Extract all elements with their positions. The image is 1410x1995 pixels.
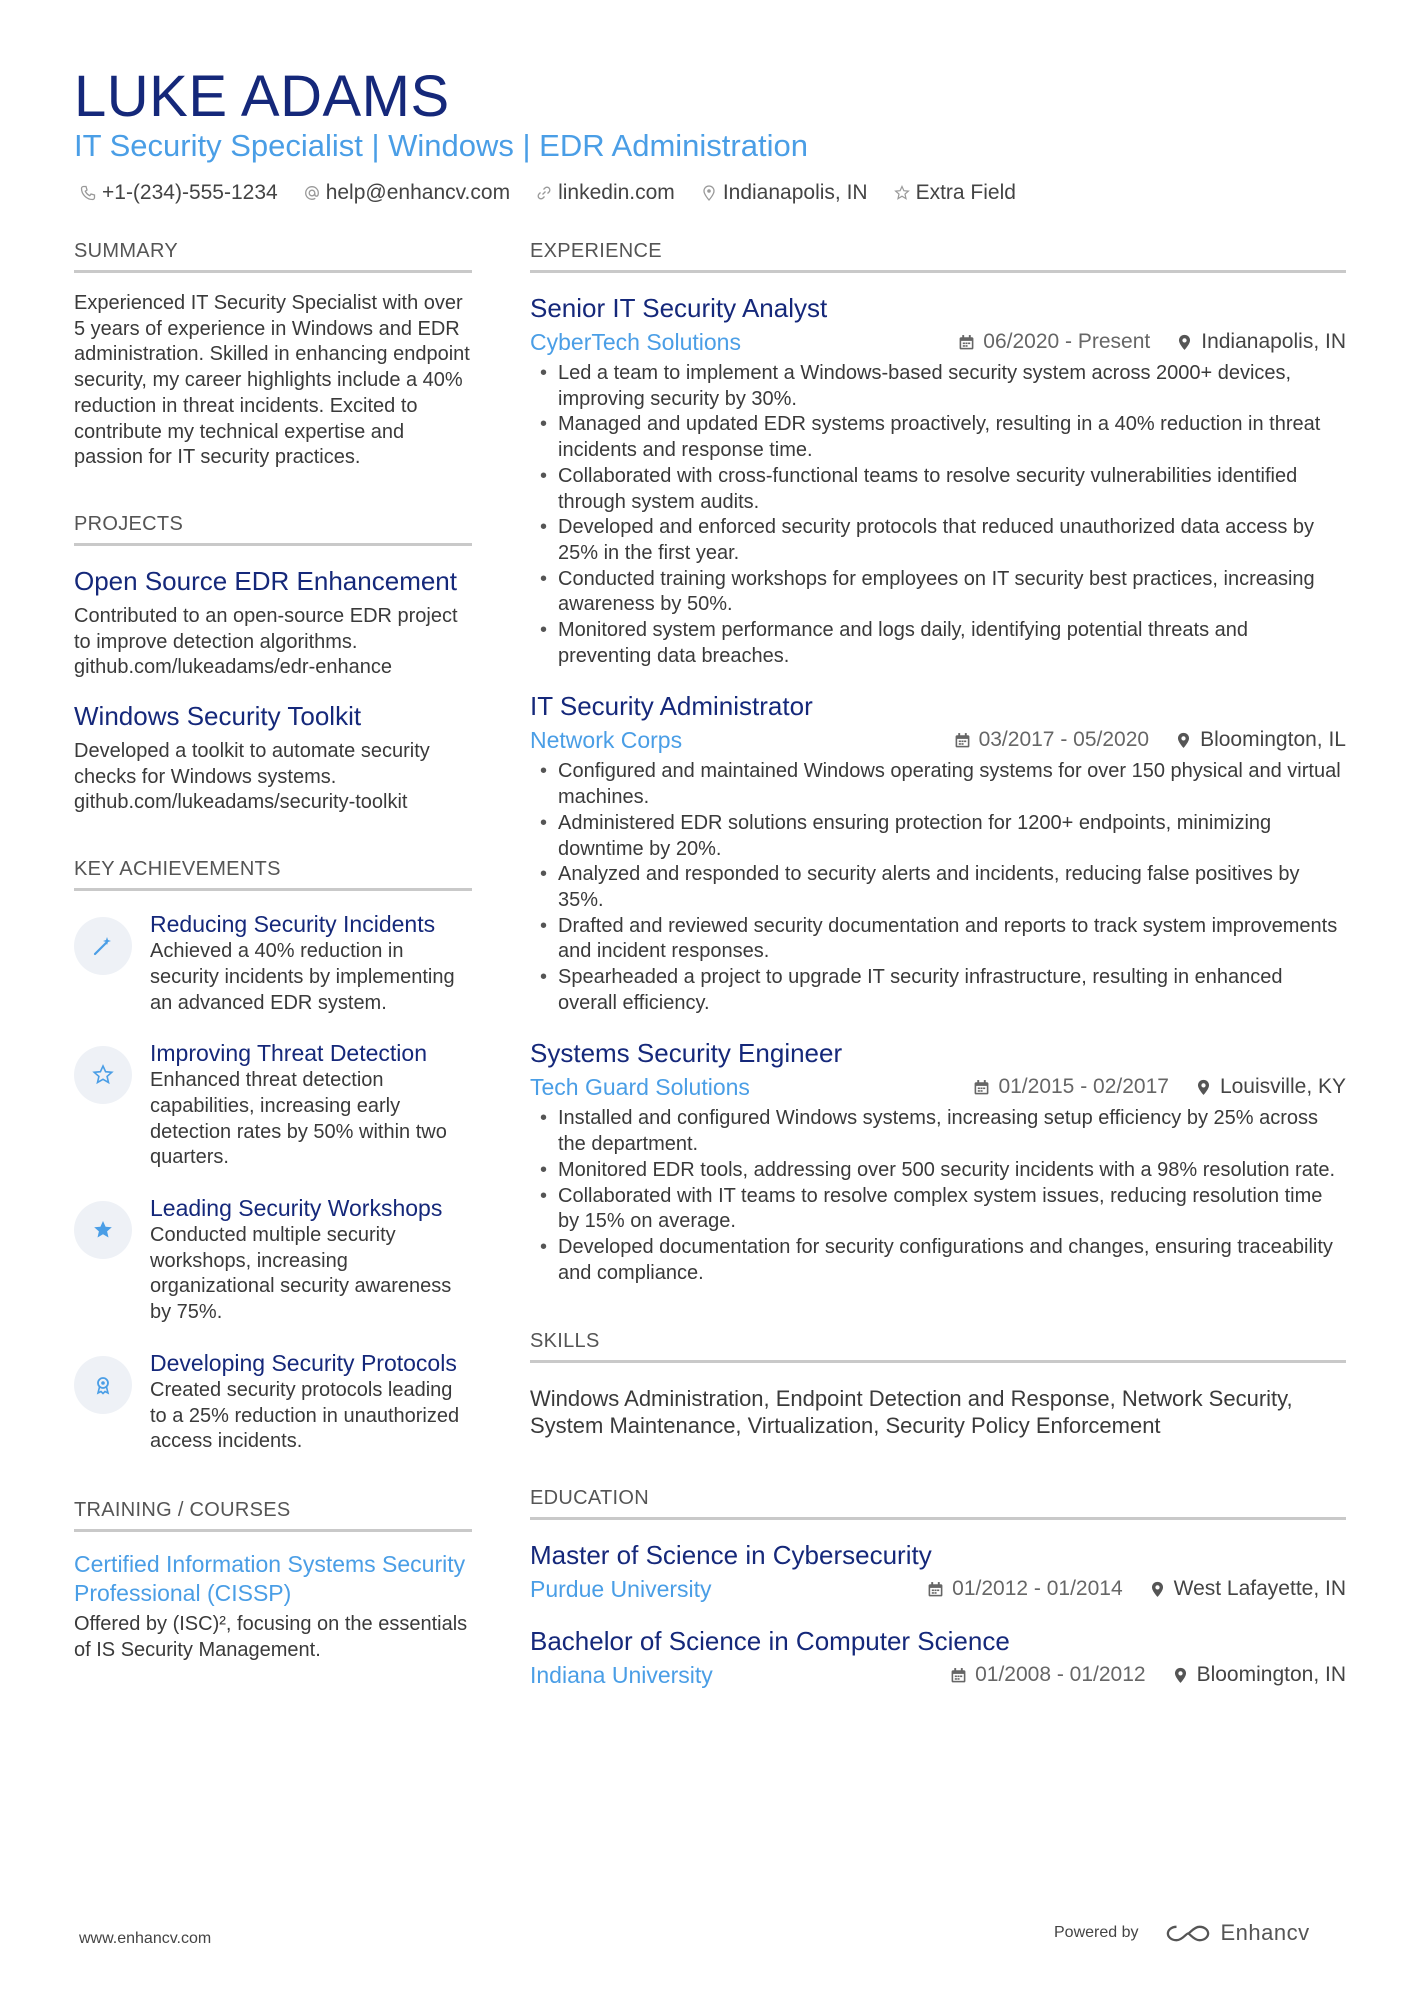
- right-column: [530, 238, 1346, 1690]
- job-bullet: • Analyzed and responded to security alerts and incidents, reducing false positives by 35%.: [530, 862, 1346, 913]
- location-icon: [1195, 1079, 1212, 1096]
- job-bullet: • Collaborated with IT teams to resolve complex system issues, reducing resolution time by 15% on average.: [530, 1184, 1346, 1235]
- achievement-icon-wrap: [74, 1356, 132, 1414]
- course-title: Certified Information Systems Security Professional (CISSP): [74, 1550, 466, 1606]
- project-desc: Developed a toolkit to automate security checks for Windows systems. github.com/lukeadams/security-toolkit: [74, 740, 430, 814]
- achievement-icon-wrap: [74, 1046, 132, 1104]
- education-school: Purdue University: [530, 1576, 712, 1603]
- job-location: [1175, 728, 1346, 752]
- calendar-icon: [973, 1079, 990, 1096]
- job-location-text: Louisville, KY: [1219, 1075, 1346, 1099]
- education-section: [530, 1485, 1346, 1690]
- achievement-desc: Conducted multiple security workshops, increasing organizational security awareness by 75%.: [150, 1224, 452, 1324]
- project-title: Open Source EDR Enhancement: [74, 565, 457, 596]
- experience-heading: EXPERIENCE: [530, 238, 1346, 273]
- contact-extra: [894, 178, 1016, 208]
- footer-website[interactable]: www.enhancv.com: [79, 1930, 212, 1947]
- achievement-desc: Created security protocols leading to a 25% reduction in unauthorized access incidents.: [150, 1378, 460, 1453]
- candidate-headline: IT Security Specialist | Windows | EDR Administration: [74, 128, 808, 163]
- job-bullet: • Developed documentation for security configurations and changes, ensuring traceability and compliance.: [530, 1235, 1346, 1286]
- education-entry: [530, 1538, 1346, 1604]
- job-bullets: [530, 1106, 1346, 1286]
- job-bullet: • Configured and maintained Windows operating systems for over 150 physical and virtual machines.: [530, 759, 1346, 810]
- education-heading: EDUCATION: [530, 1485, 1346, 1520]
- contact-email[interactable]: [304, 178, 510, 208]
- job-company: Tech Guard Solutions: [530, 1074, 750, 1101]
- contact-location-text: Indianapolis, IN: [722, 181, 868, 204]
- location-icon: [701, 185, 717, 201]
- job-dates: [973, 1075, 1168, 1099]
- course-desc: Offered by (ISC)², focusing on the essentials of IS Security Management.: [74, 1612, 468, 1661]
- job-bullet: • Spearheaded a project to upgrade IT security infrastructure, resulting in enhanced overall efficiency.: [530, 965, 1346, 1016]
- location-icon: [1175, 732, 1192, 749]
- job-bullets: [530, 759, 1346, 1016]
- enhancv-logo[interactable]: [1165, 1920, 1310, 1946]
- training-heading: TRAINING / COURSES: [74, 1497, 472, 1532]
- left-column: [74, 238, 472, 1663]
- award-icon: [91, 1373, 115, 1397]
- calendar-icon: [954, 732, 971, 749]
- job-location: [1195, 1075, 1346, 1099]
- education-dates: [927, 1577, 1122, 1601]
- skills-heading: SKILLS: [530, 1328, 1346, 1363]
- contact-bar: [80, 178, 1016, 208]
- experience-section: [530, 238, 1346, 1286]
- job-bullet: • Installed and configured Windows systems, increasing setup efficiency by 25% across the department.: [530, 1106, 1346, 1157]
- education-location-text: Bloomington, IN: [1196, 1663, 1346, 1687]
- location-icon: [1149, 1581, 1166, 1598]
- contact-extra-text: Extra Field: [915, 181, 1016, 204]
- achievement-desc: Achieved a 40% reduction in security incidents by implementing an advanced EDR system.: [150, 940, 455, 1014]
- job-dates: [954, 728, 1149, 752]
- job-location: [1176, 330, 1346, 354]
- powered-by-label: Powered by: [1054, 1924, 1139, 1941]
- job-bullet: • Drafted and reviewed security documentation and reports to track system improvements and incident responses.: [530, 914, 1346, 965]
- job-bullets: [530, 361, 1346, 669]
- achievement-item: [74, 1038, 472, 1171]
- skills-section: [530, 1328, 1346, 1439]
- job-dates-text: 01/2015 - 02/2017: [998, 1075, 1169, 1099]
- achievement-title: Improving Threat Detection: [150, 1040, 427, 1067]
- education-location: [1149, 1577, 1346, 1601]
- job-location-text: Indianapolis, IN: [1201, 330, 1346, 353]
- job-bullet: • Led a team to implement a Windows-based security system across 2000+ devices, improving security by 30%.: [530, 361, 1346, 412]
- project-item: [74, 564, 472, 681]
- education-entry: [530, 1624, 1346, 1690]
- education-location: [1172, 1663, 1346, 1687]
- job-bullet: • Administered EDR solutions ensuring protection for 1200+ endpoints, minimizing downtime by 20%.: [530, 811, 1346, 862]
- education-dates-text: 01/2008 - 01/2012: [975, 1663, 1146, 1687]
- contact-email-text: help@enhancv.com: [325, 181, 511, 204]
- education-location-text: West Lafayette, IN: [1173, 1577, 1346, 1601]
- achievement-item: [74, 909, 472, 1016]
- job-bullet: • Collaborated with cross-functional teams to resolve security vulnerabilities identified through system audits.: [530, 464, 1346, 515]
- star-filled-icon: [91, 1218, 115, 1242]
- phone-icon: [80, 185, 96, 201]
- footer-branding: [1054, 1920, 1310, 1946]
- projects-section: [74, 511, 472, 816]
- link-icon: [536, 185, 552, 201]
- achievement-title: Reducing Security Incidents: [150, 911, 436, 938]
- summary-section: [74, 238, 472, 471]
- achievements-heading: KEY ACHIEVEMENTS: [74, 856, 472, 891]
- location-icon: [1172, 1667, 1189, 1684]
- education-degree: Bachelor of Science in Computer Science: [530, 1626, 1010, 1657]
- star-outline-icon: [91, 1063, 115, 1087]
- calendar-icon: [958, 334, 975, 351]
- course-item: [74, 1550, 472, 1663]
- achievement-item: [74, 1348, 472, 1455]
- job-company: Network Corps: [530, 727, 683, 754]
- job-title: Systems Security Engineer: [530, 1038, 843, 1069]
- achievement-title: Leading Security Workshops: [150, 1195, 443, 1222]
- job-company: CyberTech Solutions: [530, 329, 741, 355]
- contact-phone-text: +1-(234)-555-1234: [102, 181, 278, 204]
- achievement-icon-wrap: [74, 1201, 132, 1259]
- projects-heading: PROJECTS: [74, 511, 472, 546]
- contact-phone[interactable]: [80, 178, 278, 208]
- education-degree: Master of Science in Cybersecurity: [530, 1540, 932, 1571]
- job-entry: [530, 291, 1346, 669]
- achievement-title: Developing Security Protocols: [150, 1349, 457, 1376]
- job-dates-text: 03/2017 - 05/2020: [978, 728, 1150, 752]
- job-bullet: • Developed and enforced security protocols that reduced unauthorized data access by 25% in the first year.: [530, 515, 1346, 566]
- contact-linkedin[interactable]: [536, 178, 675, 208]
- infinity-logo-icon: [1165, 1922, 1211, 1945]
- brand-name: Enhancv: [1220, 1920, 1310, 1945]
- star-icon: [894, 185, 910, 201]
- job-title: IT Security Administrator: [530, 691, 813, 722]
- job-entry: [530, 1036, 1346, 1286]
- training-section: [74, 1497, 472, 1663]
- skills-text: Windows Administration, Endpoint Detection and Response, Network Security, System Maintenance, Virtualization, Security Policy Enforcement: [530, 1386, 1293, 1439]
- achievement-desc: Enhanced threat detection capabilities, increasing early detection rates by 50% within two quarters.: [150, 1069, 447, 1169]
- job-title: Senior IT Security Analyst: [530, 293, 828, 323]
- job-entry: [530, 689, 1346, 1016]
- magic-wand-icon: [91, 934, 115, 958]
- job-dates: [958, 330, 1150, 354]
- candidate-name: LUKE ADAMS: [74, 64, 450, 129]
- contact-location: [701, 178, 868, 208]
- calendar-icon: [927, 1581, 944, 1598]
- project-item: [74, 699, 472, 816]
- summary-text: Experienced IT Security Specialist with over 5 years of experience in Windows and EDR administration. Skilled in enhancing endpoint security, my career highlights include a 40% reduction in threat incidents. Excited to contribute my technical expertise and passion for IT security practices.: [74, 292, 470, 469]
- contact-linkedin-text: linkedin.com: [558, 181, 675, 204]
- achievement-item: [74, 1193, 472, 1326]
- project-desc: Contributed to an open-source EDR project to improve detection algorithms. github.com/lukeadams/edr-enhance: [74, 604, 458, 679]
- job-location-text: Bloomington, IL: [1200, 728, 1346, 752]
- education-school: Indiana University: [530, 1662, 713, 1689]
- achievements-section: [74, 856, 472, 1455]
- at-icon: [304, 185, 320, 201]
- achievement-icon-wrap: [74, 917, 132, 975]
- location-icon: [1176, 334, 1193, 351]
- calendar-icon: [950, 1667, 967, 1684]
- job-bullet: • Monitored system performance and logs daily, identifying potential threats and preventing data breaches.: [530, 618, 1346, 669]
- job-bullet: • Managed and updated EDR systems proactively, resulting in a 40% reduction in threat incidents and response time.: [530, 412, 1346, 463]
- job-bullet: • Monitored EDR tools, addressing over 500 security incidents with a 98% resolution rate.: [530, 1158, 1346, 1184]
- education-dates-text: 01/2012 - 01/2014: [952, 1577, 1123, 1601]
- job-dates-text: 06/2020 - Present: [983, 330, 1151, 353]
- education-dates: [950, 1663, 1145, 1687]
- summary-heading: SUMMARY: [74, 238, 472, 273]
- job-bullet: • Conducted training workshops for employees on IT security best practices, increasing awareness by 50%.: [530, 567, 1346, 618]
- project-title: Windows Security Toolkit: [74, 701, 362, 732]
